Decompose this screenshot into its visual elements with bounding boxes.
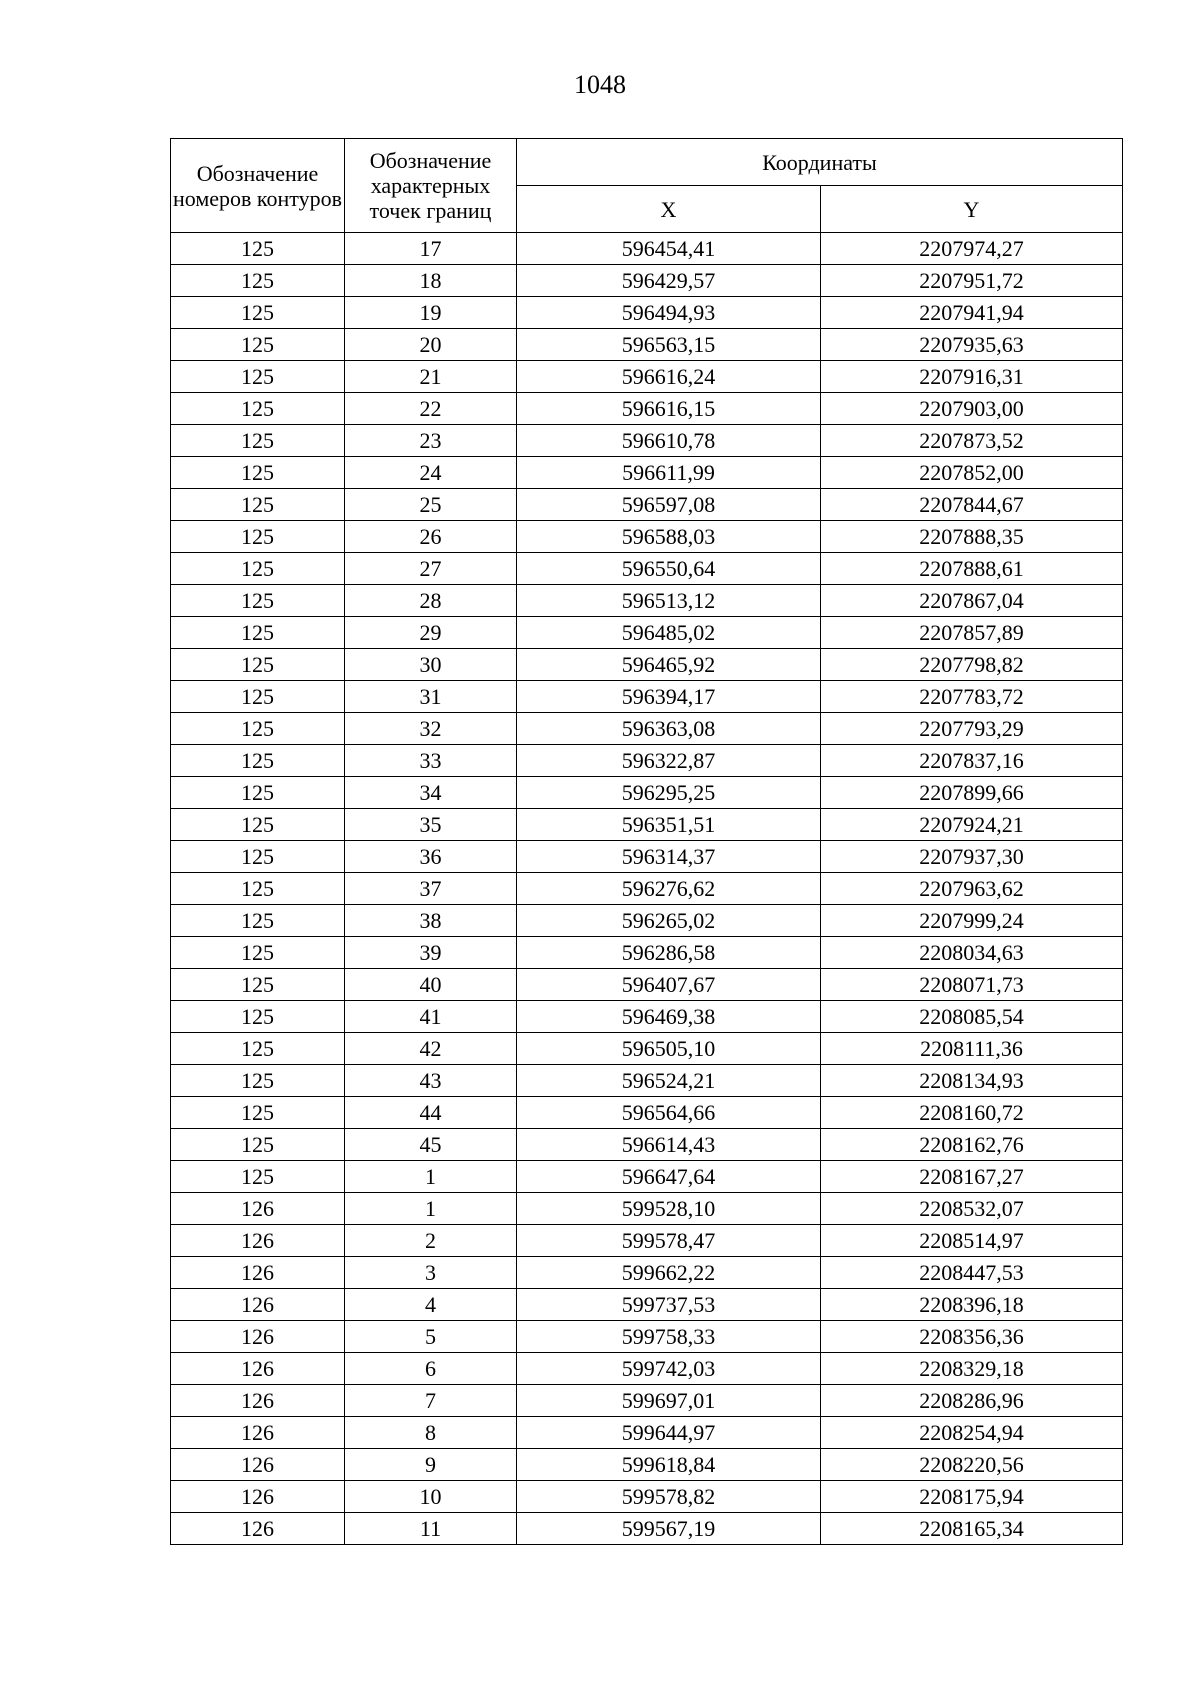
cell-y: 2208356,36 <box>821 1321 1123 1353</box>
cell-point: 38 <box>345 905 517 937</box>
table-row <box>171 969 1123 1001</box>
table-row <box>171 713 1123 745</box>
cell-contour: 126 <box>171 1513 345 1545</box>
table-row <box>171 681 1123 713</box>
cell-contour: 126 <box>171 1321 345 1353</box>
cell-contour: 125 <box>171 521 345 553</box>
cell-x: 596276,62 <box>517 873 821 905</box>
table-row <box>171 1129 1123 1161</box>
cell-x: 596647,64 <box>517 1161 821 1193</box>
table-row <box>171 841 1123 873</box>
cell-point: 39 <box>345 937 517 969</box>
cell-x: 596454,41 <box>517 233 821 265</box>
cell-contour: 126 <box>171 1257 345 1289</box>
cell-contour: 126 <box>171 1417 345 1449</box>
cell-point: 9 <box>345 1449 517 1481</box>
cell-point: 32 <box>345 713 517 745</box>
cell-x: 596611,99 <box>517 457 821 489</box>
cell-y: 2208175,94 <box>821 1481 1123 1513</box>
cell-x: 596286,58 <box>517 937 821 969</box>
cell-x: 599742,03 <box>517 1353 821 1385</box>
table-row <box>171 1193 1123 1225</box>
cell-contour: 125 <box>171 809 345 841</box>
cell-point: 24 <box>345 457 517 489</box>
cell-y: 2208134,93 <box>821 1065 1123 1097</box>
table-row <box>171 1353 1123 1385</box>
table-row <box>171 297 1123 329</box>
cell-x: 596614,43 <box>517 1129 821 1161</box>
cell-y: 2208071,73 <box>821 969 1123 1001</box>
cell-x: 596494,93 <box>517 297 821 329</box>
cell-x: 599618,84 <box>517 1449 821 1481</box>
cell-x: 599758,33 <box>517 1321 821 1353</box>
cell-x: 599578,82 <box>517 1481 821 1513</box>
cell-point: 6 <box>345 1353 517 1385</box>
cell-x: 596351,51 <box>517 809 821 841</box>
cell-y: 2207899,66 <box>821 777 1123 809</box>
cell-x: 596588,03 <box>517 521 821 553</box>
cell-point: 28 <box>345 585 517 617</box>
cell-y: 2207916,31 <box>821 361 1123 393</box>
table-row <box>171 1321 1123 1353</box>
table-row <box>171 1097 1123 1129</box>
header-y: Y <box>821 186 1123 233</box>
cell-contour: 125 <box>171 297 345 329</box>
cell-y: 2207852,00 <box>821 457 1123 489</box>
table-row <box>171 1033 1123 1065</box>
cell-x: 596469,38 <box>517 1001 821 1033</box>
cell-x: 596597,08 <box>517 489 821 521</box>
cell-contour: 125 <box>171 489 345 521</box>
cell-y: 2208162,76 <box>821 1129 1123 1161</box>
cell-point: 36 <box>345 841 517 873</box>
cell-x: 596465,92 <box>517 649 821 681</box>
cell-contour: 126 <box>171 1449 345 1481</box>
cell-contour: 125 <box>171 1065 345 1097</box>
cell-point: 30 <box>345 649 517 681</box>
cell-point: 21 <box>345 361 517 393</box>
cell-y: 2208396,18 <box>821 1289 1123 1321</box>
cell-contour: 125 <box>171 713 345 745</box>
cell-point: 22 <box>345 393 517 425</box>
cell-x: 596616,24 <box>517 361 821 393</box>
table-row <box>171 649 1123 681</box>
cell-y: 2207963,62 <box>821 873 1123 905</box>
cell-y: 2207793,29 <box>821 713 1123 745</box>
cell-y: 2207924,21 <box>821 809 1123 841</box>
cell-y: 2207867,04 <box>821 585 1123 617</box>
cell-contour: 125 <box>171 841 345 873</box>
cell-point: 7 <box>345 1385 517 1417</box>
table-row <box>171 1417 1123 1449</box>
table-row <box>171 1257 1123 1289</box>
cell-contour: 125 <box>171 937 345 969</box>
table-row <box>171 1289 1123 1321</box>
cell-y: 2207935,63 <box>821 329 1123 361</box>
table-row <box>171 809 1123 841</box>
cell-y: 2207999,24 <box>821 905 1123 937</box>
cell-y: 2208254,94 <box>821 1417 1123 1449</box>
header-boundary-points: Обозначение характерных точек границ <box>345 139 517 233</box>
cell-y: 2208165,34 <box>821 1513 1123 1545</box>
cell-y: 2208085,54 <box>821 1001 1123 1033</box>
table-row <box>171 1449 1123 1481</box>
cell-x: 596485,02 <box>517 617 821 649</box>
coordinates-table <box>170 138 1123 1545</box>
cell-x: 599737,53 <box>517 1289 821 1321</box>
header-coordinates: Координаты <box>517 139 1123 186</box>
cell-contour: 125 <box>171 233 345 265</box>
cell-point: 26 <box>345 521 517 553</box>
cell-point: 45 <box>345 1129 517 1161</box>
cell-point: 23 <box>345 425 517 457</box>
cell-point: 29 <box>345 617 517 649</box>
table-row <box>171 265 1123 297</box>
cell-x: 599528,10 <box>517 1193 821 1225</box>
table-row <box>171 361 1123 393</box>
cell-y: 2207837,16 <box>821 745 1123 777</box>
cell-point: 31 <box>345 681 517 713</box>
table-row <box>171 1481 1123 1513</box>
cell-contour: 125 <box>171 585 345 617</box>
cell-contour: 125 <box>171 265 345 297</box>
cell-point: 17 <box>345 233 517 265</box>
header-contour-numbers: Обозначение номеров контуров <box>171 139 345 233</box>
cell-point: 11 <box>345 1513 517 1545</box>
cell-point: 1 <box>345 1193 517 1225</box>
cell-x: 599578,47 <box>517 1225 821 1257</box>
header-x: X <box>517 186 821 233</box>
table-body <box>171 233 1123 1545</box>
cell-contour: 126 <box>171 1225 345 1257</box>
cell-x: 596524,21 <box>517 1065 821 1097</box>
table-row <box>171 329 1123 361</box>
cell-point: 43 <box>345 1065 517 1097</box>
cell-y: 2208167,27 <box>821 1161 1123 1193</box>
cell-point: 25 <box>345 489 517 521</box>
table-row <box>171 553 1123 585</box>
cell-x: 596295,25 <box>517 777 821 809</box>
cell-contour: 125 <box>171 393 345 425</box>
cell-y: 2207903,00 <box>821 393 1123 425</box>
cell-y: 2207844,67 <box>821 489 1123 521</box>
cell-point: 37 <box>345 873 517 905</box>
cell-contour: 125 <box>171 329 345 361</box>
cell-x: 596610,78 <box>517 425 821 457</box>
page-number: 1048 <box>574 70 626 99</box>
cell-x: 596513,12 <box>517 585 821 617</box>
table-row <box>171 521 1123 553</box>
cell-contour: 126 <box>171 1385 345 1417</box>
table-row <box>171 1065 1123 1097</box>
cell-x: 599662,22 <box>517 1257 821 1289</box>
cell-point: 44 <box>345 1097 517 1129</box>
table-row <box>171 233 1123 265</box>
cell-point: 8 <box>345 1417 517 1449</box>
cell-x: 596429,57 <box>517 265 821 297</box>
cell-y: 2207888,35 <box>821 521 1123 553</box>
cell-contour: 125 <box>171 1001 345 1033</box>
cell-y: 2207798,82 <box>821 649 1123 681</box>
cell-x: 596616,15 <box>517 393 821 425</box>
cell-x: 599567,19 <box>517 1513 821 1545</box>
cell-point: 20 <box>345 329 517 361</box>
cell-point: 42 <box>345 1033 517 1065</box>
cell-point: 5 <box>345 1321 517 1353</box>
cell-x: 596394,17 <box>517 681 821 713</box>
cell-y: 2208111,36 <box>821 1033 1123 1065</box>
cell-y: 2207951,72 <box>821 265 1123 297</box>
cell-point: 40 <box>345 969 517 1001</box>
cell-x: 596363,08 <box>517 713 821 745</box>
cell-point: 41 <box>345 1001 517 1033</box>
table-row <box>171 937 1123 969</box>
table-row <box>171 873 1123 905</box>
cell-contour: 126 <box>171 1353 345 1385</box>
table-row <box>171 585 1123 617</box>
cell-point: 33 <box>345 745 517 777</box>
cell-contour: 125 <box>171 681 345 713</box>
cell-y: 2207941,94 <box>821 297 1123 329</box>
cell-x: 596505,10 <box>517 1033 821 1065</box>
cell-contour: 125 <box>171 873 345 905</box>
cell-point: 18 <box>345 265 517 297</box>
cell-x: 599644,97 <box>517 1417 821 1449</box>
cell-y: 2208286,96 <box>821 1385 1123 1417</box>
table-row <box>171 393 1123 425</box>
cell-point: 10 <box>345 1481 517 1513</box>
table-row <box>171 617 1123 649</box>
cell-point: 3 <box>345 1257 517 1289</box>
cell-contour: 125 <box>171 617 345 649</box>
table-row <box>171 425 1123 457</box>
cell-x: 596550,64 <box>517 553 821 585</box>
cell-y: 2207974,27 <box>821 233 1123 265</box>
cell-contour: 125 <box>171 1097 345 1129</box>
table-row <box>171 745 1123 777</box>
cell-x: 596314,37 <box>517 841 821 873</box>
cell-point: 35 <box>345 809 517 841</box>
cell-y: 2208329,18 <box>821 1353 1123 1385</box>
cell-x: 596563,15 <box>517 329 821 361</box>
table-header <box>171 139 1123 233</box>
table-row <box>171 1001 1123 1033</box>
cell-x: 596407,67 <box>517 969 821 1001</box>
cell-contour: 125 <box>171 969 345 1001</box>
cell-y: 2207888,61 <box>821 553 1123 585</box>
cell-point: 2 <box>345 1225 517 1257</box>
cell-y: 2207857,89 <box>821 617 1123 649</box>
table-row <box>171 777 1123 809</box>
table-row <box>171 1513 1123 1545</box>
cell-contour: 125 <box>171 1161 345 1193</box>
cell-contour: 125 <box>171 457 345 489</box>
cell-contour: 125 <box>171 1129 345 1161</box>
cell-y: 2208220,56 <box>821 1449 1123 1481</box>
cell-point: 1 <box>345 1161 517 1193</box>
cell-contour: 125 <box>171 649 345 681</box>
cell-contour: 125 <box>171 425 345 457</box>
cell-contour: 126 <box>171 1289 345 1321</box>
cell-point: 27 <box>345 553 517 585</box>
cell-y: 2207873,52 <box>821 425 1123 457</box>
cell-x: 596564,66 <box>517 1097 821 1129</box>
cell-y: 2208514,97 <box>821 1225 1123 1257</box>
cell-x: 599697,01 <box>517 1385 821 1417</box>
table-row <box>171 489 1123 521</box>
table-row <box>171 1225 1123 1257</box>
cell-y: 2207937,30 <box>821 841 1123 873</box>
cell-contour: 125 <box>171 361 345 393</box>
cell-contour: 126 <box>171 1193 345 1225</box>
cell-y: 2207783,72 <box>821 681 1123 713</box>
table-row <box>171 1385 1123 1417</box>
cell-y: 2208160,72 <box>821 1097 1123 1129</box>
cell-point: 34 <box>345 777 517 809</box>
cell-y: 2208532,07 <box>821 1193 1123 1225</box>
cell-contour: 125 <box>171 777 345 809</box>
cell-x: 596322,87 <box>517 745 821 777</box>
cell-point: 19 <box>345 297 517 329</box>
cell-y: 2208447,53 <box>821 1257 1123 1289</box>
cell-contour: 125 <box>171 745 345 777</box>
cell-contour: 126 <box>171 1481 345 1513</box>
cell-point: 4 <box>345 1289 517 1321</box>
cell-y: 2208034,63 <box>821 937 1123 969</box>
table-row <box>171 457 1123 489</box>
cell-x: 596265,02 <box>517 905 821 937</box>
cell-contour: 125 <box>171 1033 345 1065</box>
cell-contour: 125 <box>171 553 345 585</box>
cell-contour: 125 <box>171 905 345 937</box>
table-row <box>171 905 1123 937</box>
table-row <box>171 1161 1123 1193</box>
